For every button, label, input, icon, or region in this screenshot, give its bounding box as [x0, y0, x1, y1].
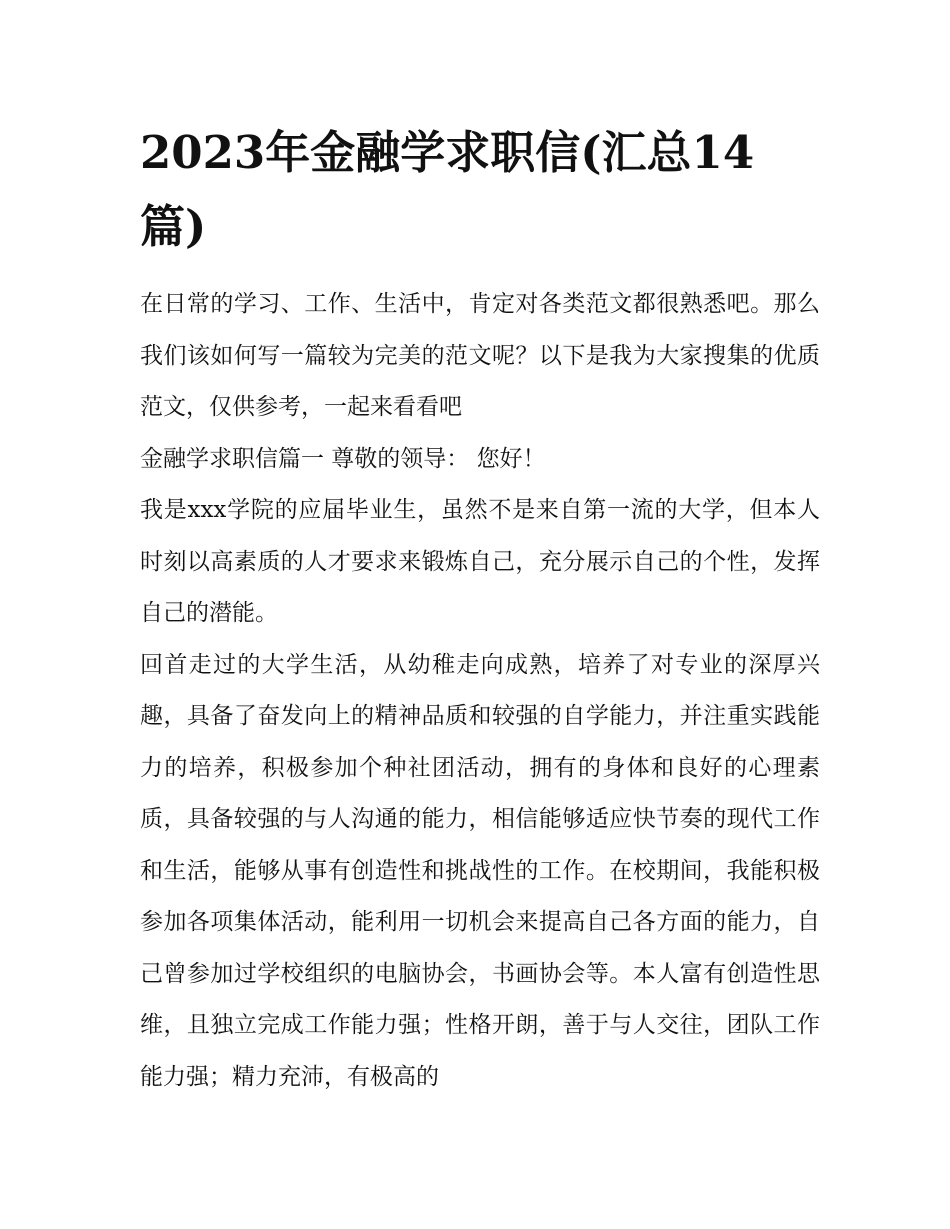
paragraph-salutation: 金融学求职信篇一 尊敬的领导： 您好！	[140, 445, 546, 472]
paragraph-introduction-self: 我是xxx学院的应届毕业生，虽然不是来自第一流的大学，但本人时刻以高素质的人才要求来锻炼自己，充分展示自己的个性，发挥自己的潜能。	[140, 497, 820, 626]
paragraph-intro: 在日常的学习、工作、生活中，肯定对各类范文都很熟悉吧。那么我们该如何写一篇较为完美的范文呢？以下是我为大家搜集的优质范文，仅供参考，一起来看看吧	[140, 291, 820, 420]
paragraph-college-life: 回首走过的大学生活，从幼稚走向成熟，培养了对专业的深厚兴趣，具备了奋发向上的精神品质和较强的自学能力，并注重实践能力的培养，积极参加个种社团活动，拥有的身体和良好的心理素质，具备较强的与人沟通的能力，相信能够适应快节奏的现代工作和生活，能够从事有创造性和挑战性的工作。在校期间，我能积极参加各项集体活动，能利用一切机会来提高自己各方面的能力，自己曾参加过学校组织的电脑协会，书画协会等。本人富有创造性思维，且独立完成工作能力强；性格开朗，善于与人交往，团队工作能力强；精力充沛，有极高的	[140, 651, 820, 1090]
document-body	[140, 279, 820, 1103]
document-title: 2023年金融学求职信(汇总14篇)	[140, 126, 755, 253]
